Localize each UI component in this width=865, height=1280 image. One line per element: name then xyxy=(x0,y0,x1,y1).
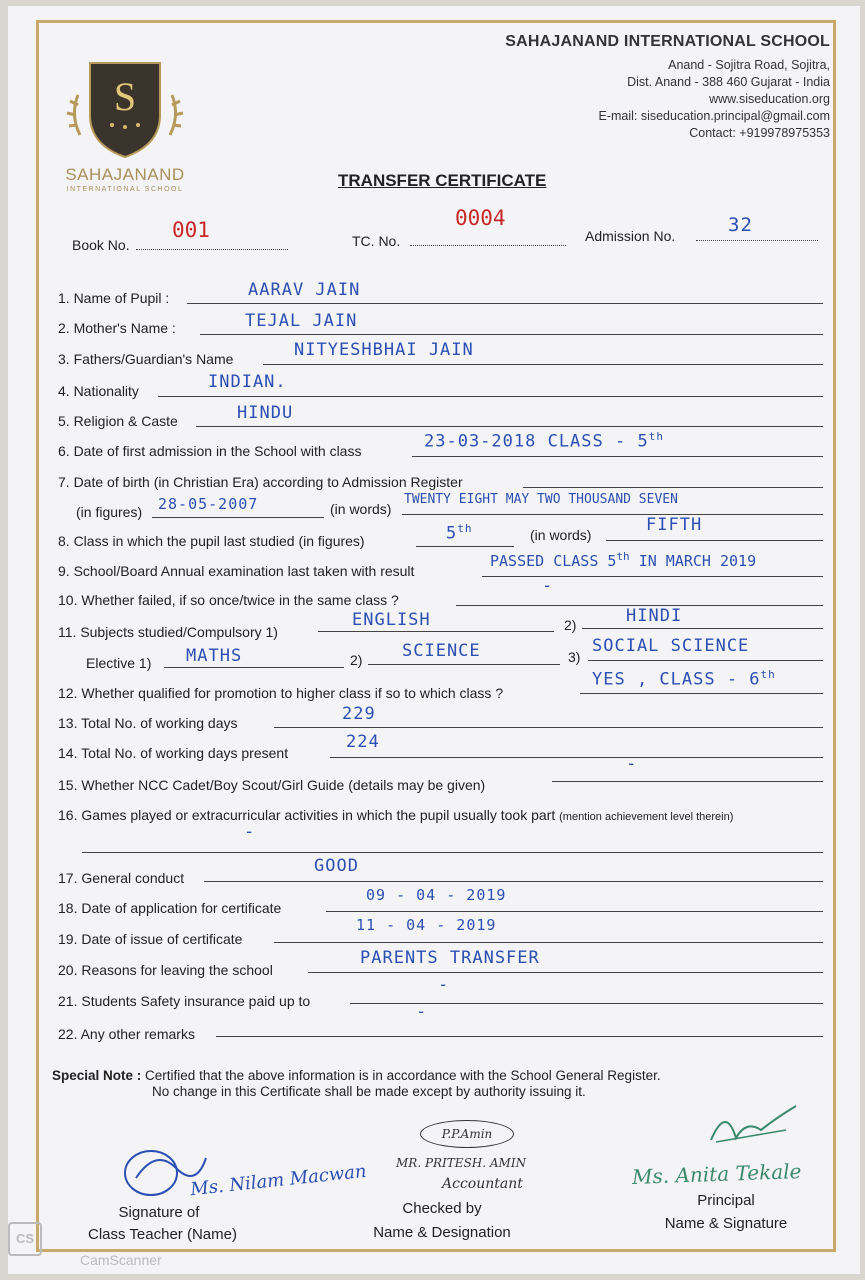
compulsory-1-value: ENGLISH xyxy=(352,610,431,630)
elective-3-value: SOCIAL SCIENCE xyxy=(592,636,750,656)
dob-figures-label: (in figures) xyxy=(76,504,143,520)
dob-figures-value: 28-05-2007 xyxy=(158,495,259,513)
school-name: SAHAJANAND INTERNATIONAL SCHOOL xyxy=(505,33,830,50)
last-class-words-line xyxy=(606,540,823,541)
principal-name: Ms. Anita Tekale xyxy=(631,1159,802,1189)
elective-2-value: SCIENCE xyxy=(402,641,481,661)
nationality-value: INDIAN. xyxy=(208,372,287,392)
first-admission-line xyxy=(412,456,823,457)
father-name-label: 3. Fathers/Guardian's Name xyxy=(58,351,234,367)
promotion-line xyxy=(580,693,823,694)
elective-2-label: 2) xyxy=(350,652,363,668)
remarks-label: 22. Any other remarks xyxy=(58,1026,195,1042)
teacher-name-label: Class Teacher (Name) xyxy=(88,1226,237,1243)
games-label-text: 16. Games played or extracurricular activities in which the pupil usually took part xyxy=(58,807,556,823)
games-line xyxy=(82,852,823,853)
logo-name: SAHAJANAND xyxy=(65,165,185,184)
tc-no-value: 0004 xyxy=(455,206,506,230)
elective-1-line xyxy=(164,667,344,668)
father-name-line xyxy=(263,364,823,365)
promotion-text: YES , CLASS - 6 xyxy=(592,669,761,690)
special-note xyxy=(52,1068,792,1083)
conduct-value: GOOD xyxy=(314,856,359,876)
first-admission-sup: th xyxy=(648,430,664,443)
working-days-line xyxy=(274,727,823,728)
last-class-fig-text: 5 xyxy=(446,523,458,544)
compulsory-2-line xyxy=(582,628,823,629)
ncc-line xyxy=(552,781,823,782)
ncc-label: 15. Whether NCC Cadet/Boy Scout/Girl Guide (details may be given) xyxy=(58,777,486,793)
compulsory-label: 11. Subjects studied/Compulsory 1) xyxy=(58,624,278,640)
book-no-value: 001 xyxy=(172,218,210,242)
promotion-sup: th xyxy=(760,668,776,681)
religion-value: HINDU xyxy=(237,403,294,423)
tc-no-label: TC. No. xyxy=(352,233,401,249)
first-admission-value xyxy=(424,430,664,452)
remarks-line xyxy=(216,1036,823,1037)
insurance-value: - xyxy=(438,975,450,995)
dob-line xyxy=(523,487,823,488)
compulsory-2-value: HINDI xyxy=(626,606,683,626)
ncc-value: - xyxy=(626,754,638,774)
last-class-words-label: (in words) xyxy=(530,527,592,543)
mother-name-label: 2. Mother's Name : xyxy=(58,320,176,336)
failed-value: - xyxy=(542,576,554,596)
checker-designation: Accountant xyxy=(442,1176,523,1192)
games-value: - xyxy=(244,822,256,842)
admission-no-label: Admission No. xyxy=(585,228,676,244)
principal-label: Principal xyxy=(697,1192,755,1209)
last-class-words-value: FIFTH xyxy=(646,515,703,535)
dob-words-label: (in words) xyxy=(330,501,392,517)
exam-result-sup: th xyxy=(616,550,630,563)
teacher-name: Ms. Nilam Macwan xyxy=(189,1160,368,1201)
compulsory-2-label: 2) xyxy=(564,617,577,633)
address-line: Dist. Anand - 388 460 Gujarat - India xyxy=(627,75,830,89)
exam-result-value xyxy=(490,550,756,570)
application-date-label: 18. Date of application for certificate xyxy=(58,900,282,916)
last-class-label: 8. Class in which the pupil last studied (in figures) xyxy=(58,533,365,549)
elective-2-line xyxy=(368,664,560,665)
elective-1-value: MATHS xyxy=(186,646,243,666)
promotion-value xyxy=(592,668,776,690)
pupil-name-label: 1. Name of Pupil : xyxy=(58,290,170,306)
mother-name-value: TEJAL JAIN xyxy=(245,311,358,331)
issue-date-value: 11 - 04 - 2019 xyxy=(356,916,497,934)
exam-result-text2: IN MARCH 2019 xyxy=(629,552,757,570)
checker-name: MR. PRITESH. AMIN xyxy=(396,1156,527,1170)
school-logo xyxy=(60,55,190,205)
last-class-figures-line xyxy=(416,546,514,547)
religion-line xyxy=(196,426,823,427)
elective-3-line xyxy=(588,660,823,661)
principal-signature-mark xyxy=(706,1100,806,1150)
failed-label: 10. Whether failed, if so once/twice in the same class ? xyxy=(58,592,399,608)
school-address xyxy=(480,57,830,142)
special-note-line2: No change in this Certificate shall be made except by authority issuing it. xyxy=(152,1084,586,1099)
application-date-value: 09 - 04 - 2019 xyxy=(366,886,507,904)
admission-no-line xyxy=(696,240,818,241)
checker-initials-stamp: P.P.Amin xyxy=(420,1120,514,1148)
book-no-label: Book No. xyxy=(72,237,130,253)
games-label xyxy=(58,807,733,823)
website: www.siseducation.org xyxy=(709,92,830,106)
remarks-value: - xyxy=(416,1002,428,1022)
dob-figures-line xyxy=(152,517,324,518)
logo-subtitle: INTERNATIONAL SCHOOL xyxy=(66,186,184,193)
book-no-line xyxy=(136,249,288,250)
days-present-label: 14. Total No. of working days present xyxy=(58,745,289,761)
application-date-line xyxy=(326,911,823,912)
exam-result-label: 9. School/Board Annual examination last taken with result xyxy=(58,563,415,579)
special-note-label: Special Note : xyxy=(52,1068,142,1083)
logo-initial: S xyxy=(113,74,137,119)
checker-designation-label: Name & Designation xyxy=(373,1224,511,1241)
tc-no-line xyxy=(410,245,566,246)
last-class-fig-sup: th xyxy=(457,522,473,535)
checked-by-label: Checked by xyxy=(402,1200,482,1217)
teacher-sign-label: Signature of xyxy=(118,1204,200,1221)
email: E-mail: siseducation.principal@gmail.com xyxy=(598,109,830,123)
pupil-name-value: AARAV JAIN xyxy=(248,280,361,300)
exam-result-text: PASSED CLASS 5 xyxy=(490,552,617,570)
compulsory-1-line xyxy=(318,631,554,632)
contact: Contact: +919978975353 xyxy=(689,126,830,140)
days-present-value: 224 xyxy=(346,732,380,752)
certificate-title: TRANSFER CERTIFICATE xyxy=(338,171,547,190)
last-class-figures-value xyxy=(446,522,473,544)
dob-words-value: TWENTY EIGHT MAY TWO THOUSAND SEVEN xyxy=(404,492,678,507)
issue-date-label: 19. Date of issue of certificate xyxy=(58,931,243,947)
father-name-value: NITYESHBHAI JAIN xyxy=(294,340,474,360)
conduct-label: 17. General conduct xyxy=(58,870,185,886)
leaving-reason-value: PARENTS TRANSFER xyxy=(360,948,540,968)
dob-words-line xyxy=(402,514,823,515)
nationality-label: 4. Nationality xyxy=(58,383,139,399)
nationality-line xyxy=(158,396,823,397)
principal-sign-label: Name & Signature xyxy=(664,1215,788,1232)
camscanner-watermark: CamScanner xyxy=(80,1252,162,1268)
leaving-reason-line xyxy=(308,972,823,973)
elective-3-label: 3) xyxy=(568,649,581,665)
first-admission-text: 23-03-2018 CLASS - 5 xyxy=(424,431,649,452)
pupil-name-line xyxy=(187,303,823,304)
working-days-value: 229 xyxy=(342,704,376,724)
days-present-line xyxy=(330,757,823,758)
promotion-label: 12. Whether qualified for promotion to higher class if so to which class ? xyxy=(58,685,504,701)
elective-label: Elective 1) xyxy=(86,655,152,671)
exam-result-line xyxy=(482,576,823,577)
admission-no-value: 32 xyxy=(728,214,753,236)
games-label-note: (mention achievement level therein) xyxy=(559,811,734,823)
address-line: Anand - Sojitra Road, Sojitra, xyxy=(668,58,830,72)
conduct-line xyxy=(204,881,823,882)
mother-name-line xyxy=(200,334,823,335)
camscanner-logo: CS xyxy=(8,1222,42,1256)
special-note-line1: Certified that the above information is in accordance with the School General Register. xyxy=(145,1068,661,1083)
first-admission-label: 6. Date of first admission in the School with class xyxy=(58,443,362,459)
issue-date-line xyxy=(274,942,823,943)
dob-label: 7. Date of birth (in Christian Era) according to Admission Register xyxy=(58,474,463,490)
insurance-label: 21. Students Safety insurance paid up to xyxy=(58,993,311,1009)
working-days-label: 13. Total No. of working days xyxy=(58,715,238,731)
leaving-reason-label: 20. Reasons for leaving the school xyxy=(58,962,273,978)
religion-label: 5. Religion & Caste xyxy=(58,413,178,429)
